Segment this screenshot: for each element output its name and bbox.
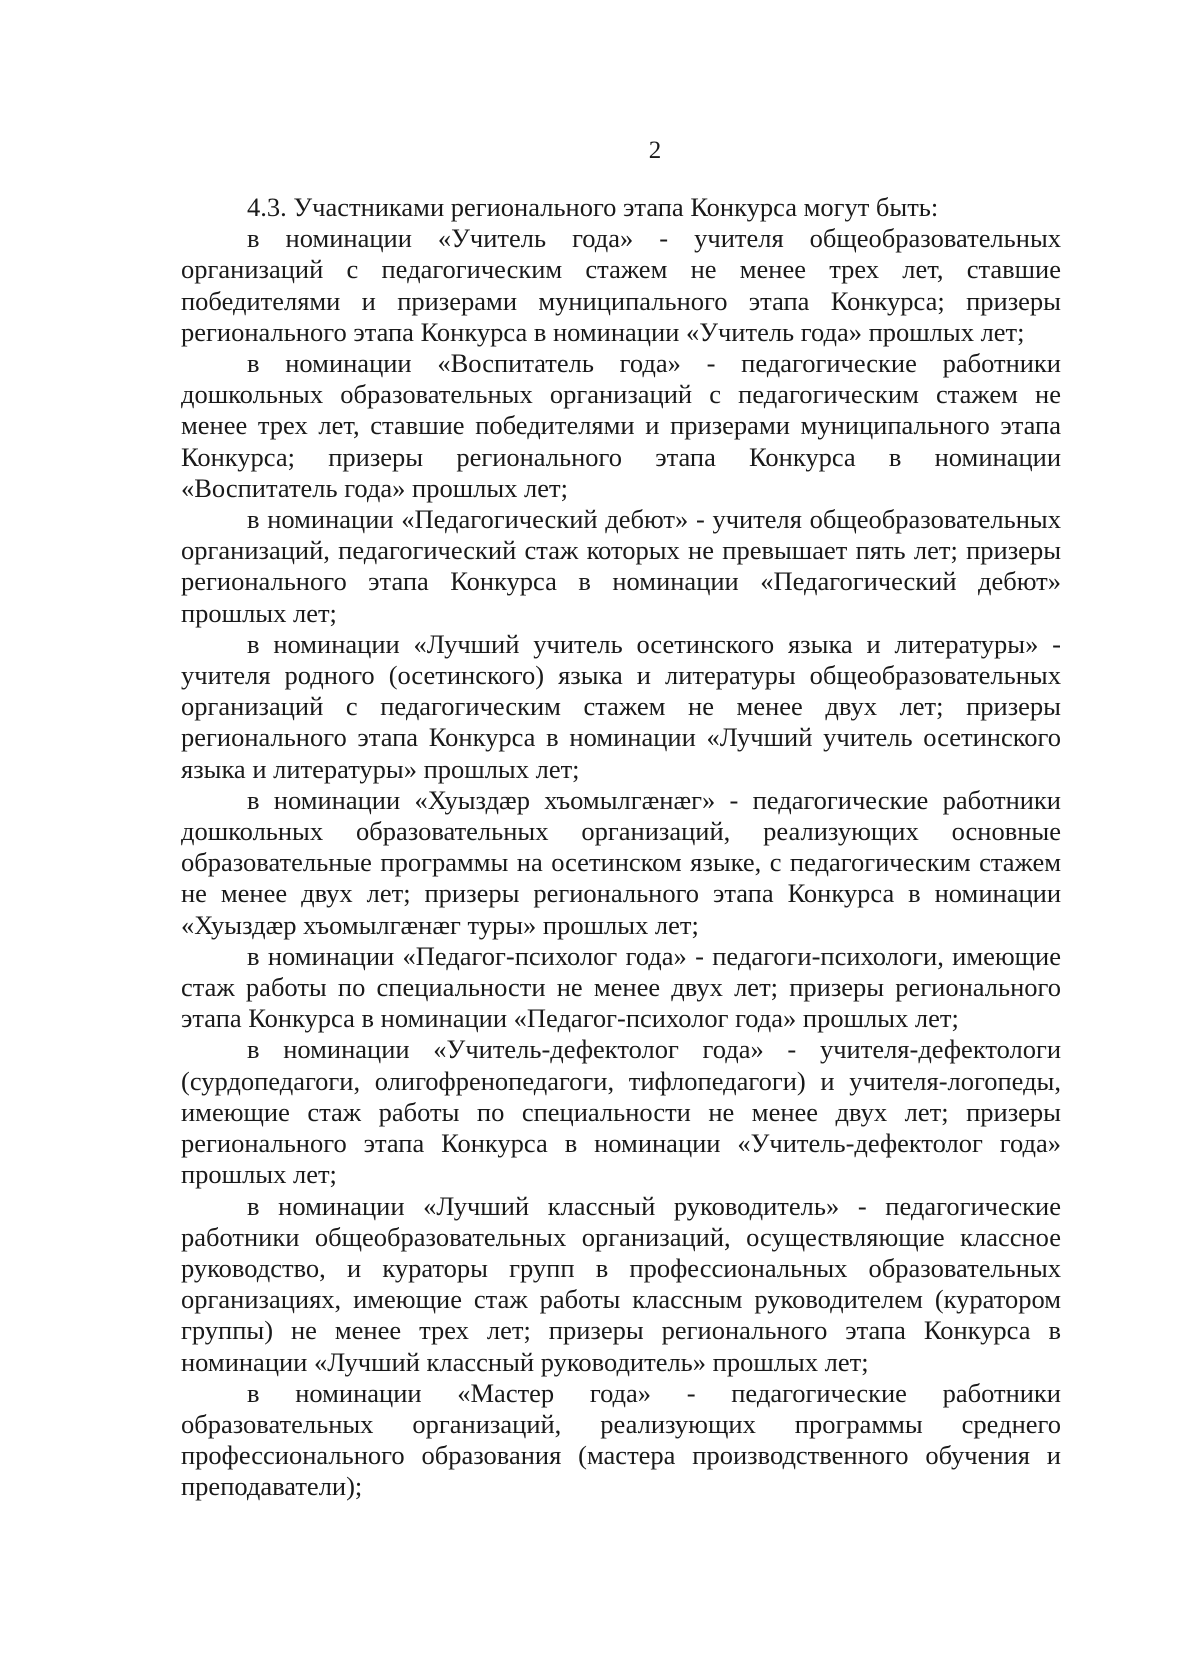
- paragraph-educator-of-year: в номинации «Воспитатель года» - педагогические работники дошкольных образовательных организаций с педагогическим стажем не менее трех лет, ставшие победителями и призерами муниципального этапа Конкурса; призеры регионального этапа Конкурса в номинации «Воспитатель года» прошлых лет;: [181, 348, 1061, 503]
- section-heading: 4.3. Участниками регионального этапа Конкурса могут быть:: [247, 192, 939, 222]
- document-body: [181, 192, 1061, 1503]
- page-number: 2: [648, 137, 662, 164]
- paragraph-psychologist-of-year: в номинации «Педагог-психолог года» - педагоги-психологи, имеющие стаж работы по специальности не менее двух лет; призеры регионального этапа Конкурса в номинации «Педагог-психолог года» прошлых лет;: [181, 940, 1061, 1034]
- paragraph-khuyzdaer-khomylgaenaeg: в номинации «Хуыздæр хъомылгæнæг» - педагогические работники дошкольных образовательных организаций, реализующих основные образовательные программы на осетинском языке, с педагогическим стажем не менее двух лет; призеры регионального этапа Конкурса в номинации «Хуыздæр хъомылгæнæг туры» прошлых лет;: [181, 784, 1061, 940]
- paragraph-pedagogical-debut: в номинации «Педагогический дебют» - учителя общеобразовательных организаций, педагогический стаж которых не превышает пять лет; призеры регионального этапа Конкурса в номинации «Педагогический дебют» прошлых лет;: [181, 504, 1061, 628]
- paragraph-best-class-teacher: в номинации «Лучший классный руководитель» - педагогические работники общеобразовательных организаций, осуществляющие классное руководство, и кураторы групп в профессиональных образовательных организациях, имеющие стаж работы классным руководителем (куратором группы) не менее трех лет; призеры регионального этапа Конкурса в номинации «Лучший классный руководитель» прошлых лет;: [181, 1190, 1061, 1377]
- paragraph-defectologist-of-year: в номинации «Учитель-дефектолог года» - учителя-дефектологи (сурдопедагоги, олигофренопедагоги, тифлопедагоги) и учителя-логопеды, имеющие стаж работы по специальности не менее двух лет; призеры регионального этапа Конкурса в номинации «Учитель-дефектолог года» прошлых лет;: [181, 1034, 1061, 1190]
- paragraph-teacher-of-year: в номинации «Учитель года» - учителя общеобразовательных организаций с педагогическим стажем не менее трех лет, ставшие победителями и призерами муниципального этапа Конкурса; призеры регионального этапа Конкурса в номинации «Учитель года» прошлых лет;: [181, 223, 1061, 347]
- paragraph-ossetian-language-teacher: в номинации «Лучший учитель осетинского языка и литературы» - учителя родного (осетинского) языка и литературы общеобразовательных организаций с педагогическим стажем не менее двух лет; призеры регионального этапа Конкурса в номинации «Лучший учитель осетинского языка и литературы» прошлых лет;: [181, 628, 1061, 784]
- paragraph-master-of-year: в номинации «Мастер года» - педагогические работники образовательных организаций, реализующих программы среднего профессионального образования (мастера производственного обучения и преподаватели);: [181, 1377, 1061, 1502]
